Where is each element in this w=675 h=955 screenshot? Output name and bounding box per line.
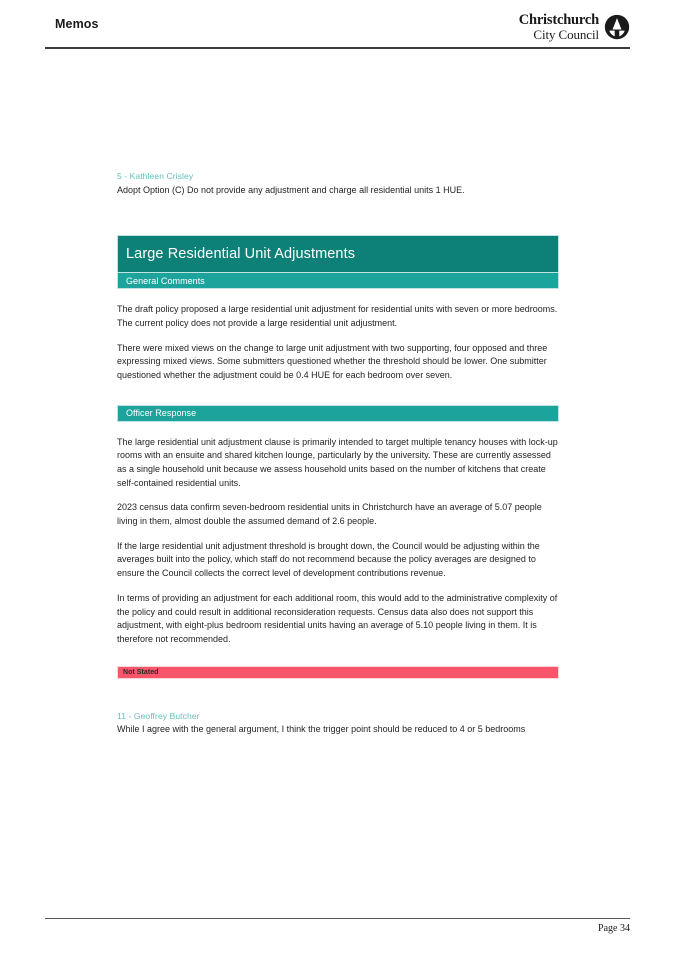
submitter-comment: Adopt Option (C) Do not provide any adjustment and charge all residential units 1 HUE. [117, 184, 465, 195]
status-badge [117, 666, 559, 679]
paragraph: In terms of providing an adjustment for each additional room, this would add to the administrative complexity of the policy and could result in additional reconsideration requests. Census data also does not support this adjustment, with eight-plus bedroom residential units having an average of 5.10 people living in them. It is therefore not recommended. [117, 592, 558, 644]
general-comments-label: General Comments [126, 275, 205, 286]
officer-response-label: Officer Response [126, 408, 197, 419]
paragraph: 2023 census data confirm seven-bedroom residential units in Christchurch have an average of 5.07 people living in them, almost double the assumed demand of 2.6 people. [117, 502, 542, 527]
section-title-bar [117, 235, 559, 272]
section-title-label: Large Residential Unit Adjustments [126, 246, 356, 263]
footer-divider-rule [45, 918, 630, 919]
submitter-name: 5 - Kathleen Crisley [117, 171, 194, 181]
logo-line-city-council: City Council [533, 26, 599, 42]
paragraph: There were mixed views on the change to large unit adjustment with two supporting, four opposed and three expressing mixed views. Some submitters questioned whether the threshold should be lower. One submitter questioned whether the adjustment could be 0.4 HUE for each bedroom over seven. [117, 342, 548, 381]
logo-wordmark [519, 13, 599, 41]
council-logo [519, 13, 630, 41]
general-comments-bar [117, 272, 559, 289]
logo-line-christchurch: Christchurch [518, 12, 599, 28]
officer-response-body [117, 436, 559, 647]
christchurch-city-council-emblem-icon [604, 14, 630, 40]
submission-entry-top [117, 170, 559, 197]
paragraph: The draft policy proposed a large residential unit adjustment for residential units with seven or more bedrooms. The current policy does not provide a large residential unit adjustment. [117, 304, 558, 329]
paragraph: The large residential unit adjustment clause is primarily intended to target multiple tenancy houses with lock-up rooms with an ensuite and shared kitchen lounge, particularly by the university. These are currently assessed as a single household unit because we assess household units based on the number of kitchens that create self-contained residential units. [117, 436, 558, 488]
paragraph: If the large residential unit adjustment threshold is brought down, the Council would be adjusting within the averages built into the policy, which staff do not recommend because the policy averages are designed to ensure the Council collects the correct level of development contributions revenue. [117, 540, 540, 579]
submitter-name: 11 - Geoffrey Butcher [117, 710, 200, 721]
submitter-comment: While I agree with the general argument, I think the trigger point should be reduced to 4 or 5 bedrooms [117, 724, 526, 735]
page-number: Page 34 [598, 923, 630, 934]
officer-response-bar [117, 405, 559, 422]
header-divider-rule [45, 47, 630, 49]
general-comments-body [117, 303, 559, 382]
status-badge-label: Not Stated [123, 668, 159, 676]
page-header [0, 0, 675, 52]
page-footer [0, 910, 675, 955]
submission-entry-bottom [117, 710, 559, 737]
header-document-title: Memos [55, 17, 99, 31]
page-content [117, 170, 559, 737]
